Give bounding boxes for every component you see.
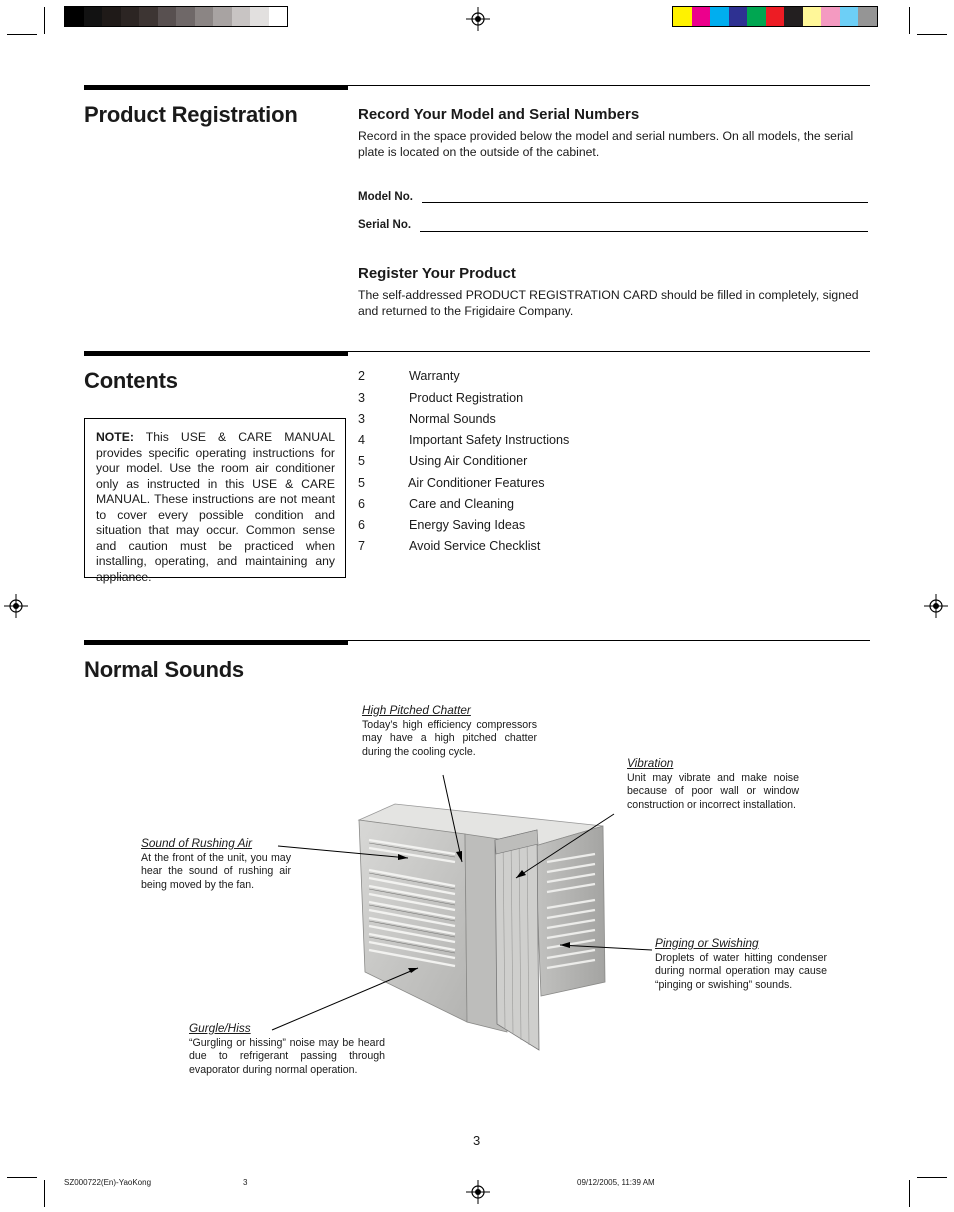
callout-text: At the front of the unit, you may hear the sound of rushing air being moved by the fan. bbox=[141, 851, 291, 891]
color-swatch bbox=[250, 7, 269, 26]
callout-text: Droplets of water hitting condenser during normal operation may cause “pinging or swishing” sounds. bbox=[655, 951, 827, 991]
toc-title: Avoid Service Checklist bbox=[409, 539, 541, 553]
toc-title: Air Conditioner Features bbox=[408, 476, 545, 490]
registration-target-icon bbox=[924, 594, 948, 618]
toc-title: Care and Cleaning bbox=[409, 497, 515, 511]
color-swatch bbox=[747, 7, 766, 26]
callout-title: High Pitched Chatter bbox=[362, 703, 471, 717]
callout-high-pitched-chatter bbox=[362, 704, 537, 759]
section-rule-thick bbox=[84, 85, 348, 90]
toc-page: 3 bbox=[358, 391, 366, 405]
registration-target-icon bbox=[466, 7, 490, 31]
note-box bbox=[84, 418, 346, 584]
color-swatch bbox=[176, 7, 195, 26]
callout-text: Today’s high efficiency compressors may have a high pitched chatter during the cooling cycle. bbox=[362, 718, 537, 758]
section-heading: Product Registration bbox=[84, 102, 298, 127]
gray-calibration-bar bbox=[64, 6, 288, 27]
callout-pinging-swishing bbox=[655, 937, 827, 992]
note-label: NOTE: bbox=[96, 430, 134, 444]
toc-title: Product Registration bbox=[409, 391, 524, 405]
footer-filename: SZ000722(En)-YaoKong bbox=[64, 1178, 152, 1187]
toc-page: 6 bbox=[358, 518, 366, 532]
registration-target-icon bbox=[4, 594, 28, 618]
color-swatch bbox=[121, 7, 140, 26]
color-swatch bbox=[139, 7, 158, 26]
note-text bbox=[96, 430, 335, 585]
color-swatch bbox=[766, 7, 785, 26]
color-swatch bbox=[858, 7, 877, 26]
color-swatch bbox=[710, 7, 729, 26]
list-item[interactable] bbox=[358, 476, 658, 496]
section-rule bbox=[348, 640, 870, 641]
register-product-text: The self-addressed PRODUCT REGISTRATION CARD should be filled in completely, signed and returned to the Frigidaire Company. bbox=[358, 288, 859, 318]
toc-title: Energy Saving Ideas bbox=[409, 518, 526, 532]
toc-page: 4 bbox=[358, 433, 366, 447]
color-swatch bbox=[195, 7, 214, 26]
toc-title: Normal Sounds bbox=[409, 412, 496, 426]
list-item[interactable] bbox=[358, 454, 658, 474]
record-numbers-title: Record Your Model and Serial Numbers bbox=[358, 106, 640, 123]
color-swatch bbox=[232, 7, 251, 26]
toc-title: Important Safety Instructions bbox=[409, 433, 570, 447]
color-swatch bbox=[729, 7, 748, 26]
toc-page: 2 bbox=[358, 369, 366, 383]
color-swatch bbox=[102, 7, 121, 26]
color-swatch bbox=[803, 7, 822, 26]
list-item[interactable] bbox=[358, 497, 658, 517]
color-swatch bbox=[65, 7, 84, 26]
section-rule bbox=[348, 85, 870, 86]
color-swatch bbox=[158, 7, 177, 26]
registration-target-icon bbox=[466, 1180, 490, 1204]
footer-page: 3 bbox=[243, 1178, 248, 1187]
note-body: This USE & CARE MANUAL provides specific operating instructions for your model. Use the room air conditioner only as instructed in this USE & CARE MANUAL. These instructions are not meant to cover every possible condition and situation that may occur. Common sense and caution must be practiced when installing, operating, and maintaining any appliance. bbox=[96, 430, 335, 584]
callout-vibration bbox=[627, 757, 799, 812]
list-item[interactable] bbox=[358, 369, 658, 389]
toc-page: 7 bbox=[358, 539, 366, 553]
footer-timestamp: 09/12/2005, 11:39 AM bbox=[577, 1178, 655, 1187]
serial-number-label: Serial No. bbox=[358, 219, 412, 231]
callout-title: Pinging or Swishing bbox=[655, 936, 759, 950]
color-swatch bbox=[269, 7, 288, 26]
toc-page: 5 bbox=[358, 476, 366, 490]
list-item[interactable] bbox=[358, 412, 658, 432]
toc-page: 3 bbox=[358, 412, 366, 426]
callout-text: Unit may vibrate and make noise because of poor wall or window construction or incorrect installation. bbox=[627, 771, 799, 811]
callout-title: Vibration bbox=[627, 756, 674, 770]
callout-title: Sound of Rushing Air bbox=[141, 836, 253, 850]
toc-page: 5 bbox=[358, 454, 366, 468]
toc-title: Warranty bbox=[409, 369, 460, 383]
section-rule-thick bbox=[84, 640, 348, 645]
color-swatch bbox=[692, 7, 711, 26]
list-item[interactable] bbox=[358, 539, 658, 559]
callout-rushing-air bbox=[141, 837, 291, 892]
toc-page: 6 bbox=[358, 497, 366, 511]
color-swatch bbox=[840, 7, 859, 26]
air-conditioner-illustration bbox=[355, 800, 617, 1060]
color-swatch bbox=[673, 7, 692, 26]
callout-gurgle-hiss bbox=[189, 1022, 385, 1077]
section-rule bbox=[348, 351, 870, 352]
section-heading: Normal Sounds bbox=[84, 657, 244, 682]
serial-number-field[interactable] bbox=[420, 231, 868, 232]
color-swatch bbox=[784, 7, 803, 26]
list-item[interactable] bbox=[358, 518, 658, 538]
toc-title: Using Air Conditioner bbox=[409, 454, 528, 468]
list-item[interactable] bbox=[358, 433, 658, 453]
register-product-title: Register Your Product bbox=[358, 265, 516, 282]
callout-title: Gurgle/Hiss bbox=[189, 1021, 251, 1035]
section-rule-thick bbox=[84, 351, 348, 356]
section-heading: Contents bbox=[84, 368, 178, 393]
list-item[interactable] bbox=[358, 391, 658, 411]
color-calibration-bar bbox=[672, 6, 878, 27]
color-swatch bbox=[84, 7, 103, 26]
record-numbers-text: Record in the space provided below the model and serial numbers. On all models, the serial plate is located on the outside of the cabinet. bbox=[358, 129, 854, 159]
model-number-field[interactable] bbox=[422, 202, 868, 203]
color-swatch bbox=[821, 7, 840, 26]
callout-text: “Gurgling or hissing” noise may be heard due to refrigerant passing through evaporator during normal operation. bbox=[189, 1036, 385, 1076]
model-number-label: Model No. bbox=[358, 191, 413, 203]
color-swatch bbox=[213, 7, 232, 26]
page-number: 3 bbox=[473, 1133, 481, 1148]
